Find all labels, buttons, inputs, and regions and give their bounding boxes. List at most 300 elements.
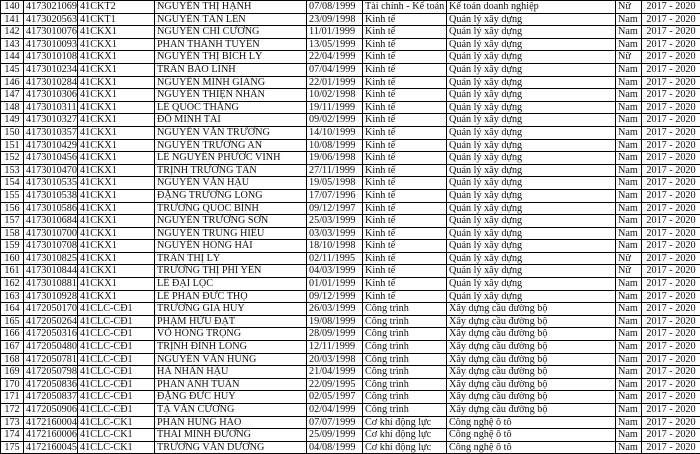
course-cell: 2017 - 2020 bbox=[642, 366, 700, 379]
faculty-cell: Công trình bbox=[363, 378, 447, 391]
student-id-cell: 4173010881 bbox=[24, 278, 78, 291]
full-name-cell: NGUYỄN TRƯỜNG SƠN bbox=[155, 215, 307, 228]
major-cell: Xây dựng cầu đường bộ bbox=[447, 341, 616, 354]
faculty-cell: Kinh tế bbox=[363, 252, 447, 265]
major-cell: Quản lý xây dựng bbox=[447, 63, 616, 76]
class-cell: 41CLC-CK1 bbox=[78, 416, 155, 429]
birth-date-cell: 12/11/1999 bbox=[307, 341, 363, 354]
birth-date-cell: 07/08/1999 bbox=[307, 1, 363, 14]
faculty-cell: Cơ khí động lực bbox=[363, 429, 447, 442]
student-id-cell: 4172050264 bbox=[24, 315, 78, 328]
table-row bbox=[1, 126, 700, 139]
student-id-cell: 4173010076 bbox=[24, 26, 78, 39]
table-row bbox=[1, 139, 700, 152]
stt-cell: 141 bbox=[1, 13, 24, 26]
gender-cell: Nam bbox=[616, 26, 642, 39]
class-cell: 41CKX1 bbox=[78, 278, 155, 291]
birth-date-cell: 20/03/1998 bbox=[307, 353, 363, 366]
course-cell: 2017 - 2020 bbox=[642, 429, 700, 442]
birth-date-cell: 09/12/1999 bbox=[307, 290, 363, 303]
major-cell: Quản lý xây dựng bbox=[447, 38, 616, 51]
faculty-cell: Kinh tế bbox=[363, 227, 447, 240]
table-row bbox=[1, 378, 700, 391]
stt-cell: 164 bbox=[1, 303, 24, 316]
stt-cell: 155 bbox=[1, 189, 24, 202]
gender-cell: Nam bbox=[616, 202, 642, 215]
class-cell: 41CLC-CĐ1 bbox=[78, 353, 155, 366]
birth-date-cell: 02/04/1999 bbox=[307, 404, 363, 417]
table-row bbox=[1, 177, 700, 190]
course-cell: 2017 - 2020 bbox=[642, 353, 700, 366]
table-row bbox=[1, 290, 700, 303]
faculty-cell: Kinh tế bbox=[363, 101, 447, 114]
table-row bbox=[1, 152, 700, 165]
birth-date-cell: 27/11/1999 bbox=[307, 164, 363, 177]
major-cell: Quản lý xây dựng bbox=[447, 227, 616, 240]
faculty-cell: Kinh tế bbox=[363, 265, 447, 278]
faculty-cell: Kinh tế bbox=[363, 215, 447, 228]
gender-cell: Nữ bbox=[616, 1, 642, 14]
birth-date-cell: 22/01/1999 bbox=[307, 76, 363, 89]
full-name-cell: NGUYỄN THỊ HẠNH bbox=[155, 1, 307, 14]
class-cell: 41CLC-CĐ1 bbox=[78, 391, 155, 404]
birth-date-cell: 01/01/1999 bbox=[307, 278, 363, 291]
stt-cell: 150 bbox=[1, 126, 24, 139]
table-row bbox=[1, 315, 700, 328]
course-cell: 2017 - 2020 bbox=[642, 202, 700, 215]
full-name-cell: PHAN HÙNG HẢO bbox=[155, 416, 307, 429]
gender-cell: Nam bbox=[616, 38, 642, 51]
student-id-cell: 4173010456 bbox=[24, 152, 78, 165]
birth-date-cell: 14/10/1999 bbox=[307, 126, 363, 139]
course-cell: 2017 - 2020 bbox=[642, 152, 700, 165]
gender-cell: Nam bbox=[616, 215, 642, 228]
stt-cell: 160 bbox=[1, 252, 24, 265]
major-cell: Quản lý xây dựng bbox=[447, 126, 616, 139]
student-id-cell: 4173010306 bbox=[24, 89, 78, 102]
student-id-cell: 4173010538 bbox=[24, 189, 78, 202]
gender-cell: Nam bbox=[616, 416, 642, 429]
major-cell: Xây dựng cầu đường bộ bbox=[447, 328, 616, 341]
faculty-cell: Tài chính - Kế toán bbox=[363, 1, 447, 14]
gender-cell: Nam bbox=[616, 101, 642, 114]
stt-cell: 170 bbox=[1, 378, 24, 391]
course-cell: 2017 - 2020 bbox=[642, 328, 700, 341]
student-id-cell: 4173010234 bbox=[24, 63, 78, 76]
stt-cell: 174 bbox=[1, 429, 24, 442]
birth-date-cell: 19/08/1999 bbox=[307, 315, 363, 328]
faculty-cell: Kinh tế bbox=[363, 202, 447, 215]
birth-date-cell: 04/03/1999 bbox=[307, 265, 363, 278]
gender-cell: Nữ bbox=[616, 265, 642, 278]
stt-cell: 175 bbox=[1, 441, 24, 454]
major-cell: Quản lý xây dựng bbox=[447, 240, 616, 253]
birth-date-cell: 25/09/1999 bbox=[307, 429, 363, 442]
course-cell: 2017 - 2020 bbox=[642, 76, 700, 89]
stt-cell: 159 bbox=[1, 240, 24, 253]
full-name-cell: TRƯƠNG VĂN DƯƠNG bbox=[155, 441, 307, 454]
table-row bbox=[1, 265, 700, 278]
faculty-cell: Công trình bbox=[363, 328, 447, 341]
faculty-cell: Công trình bbox=[363, 341, 447, 354]
student-id-cell: 4173010357 bbox=[24, 126, 78, 139]
full-name-cell: PHAN THÀNH TUYÊN bbox=[155, 38, 307, 51]
full-name-cell: LÊ NGUYỄN PHƯỚC VINH bbox=[155, 152, 307, 165]
course-cell: 2017 - 2020 bbox=[642, 89, 700, 102]
stt-cell: 144 bbox=[1, 51, 24, 64]
student-id-cell: 4173010844 bbox=[24, 265, 78, 278]
faculty-cell: Kinh tế bbox=[363, 51, 447, 64]
class-cell: 41CKX1 bbox=[78, 26, 155, 39]
birth-date-cell: 28/09/1999 bbox=[307, 328, 363, 341]
stt-cell: 156 bbox=[1, 202, 24, 215]
stt-cell: 148 bbox=[1, 101, 24, 114]
full-name-cell: ĐỖ MINH TÀI bbox=[155, 114, 307, 127]
course-cell: 2017 - 2020 bbox=[642, 227, 700, 240]
class-cell: 41CKX1 bbox=[78, 76, 155, 89]
major-cell: Quản lý xây dựng bbox=[447, 164, 616, 177]
table-row bbox=[1, 391, 700, 404]
gender-cell: Nam bbox=[616, 126, 642, 139]
class-cell: 41CLC-CĐ1 bbox=[78, 366, 155, 379]
course-cell: 2017 - 2020 bbox=[642, 1, 700, 14]
course-cell: 2017 - 2020 bbox=[642, 38, 700, 51]
stt-cell: 161 bbox=[1, 265, 24, 278]
student-id-cell: 4172050170 bbox=[24, 303, 78, 316]
faculty-cell: Kinh tế bbox=[363, 164, 447, 177]
full-name-cell: TRỊNH TRƯỜNG TÂN bbox=[155, 164, 307, 177]
table-row bbox=[1, 26, 700, 39]
stt-cell: 154 bbox=[1, 177, 24, 190]
major-cell: Quản lý xây dựng bbox=[447, 114, 616, 127]
gender-cell: Nam bbox=[616, 366, 642, 379]
major-cell: Quản lý xây dựng bbox=[447, 13, 616, 26]
major-cell: Quản lý xây dựng bbox=[447, 152, 616, 165]
stt-cell: 163 bbox=[1, 290, 24, 303]
birth-date-cell: 07/04/1999 bbox=[307, 63, 363, 76]
table-row bbox=[1, 341, 700, 354]
faculty-cell: Kinh tế bbox=[363, 114, 447, 127]
full-name-cell: NGUYỄN TẤN LÊN bbox=[155, 13, 307, 26]
table-row bbox=[1, 429, 700, 442]
student-id-cell: 4173010700 bbox=[24, 227, 78, 240]
major-cell: Quản lý xây dựng bbox=[447, 76, 616, 89]
full-name-cell: TRẦN THỊ LÝ bbox=[155, 252, 307, 265]
major-cell: Xây dựng cầu đường bộ bbox=[447, 353, 616, 366]
student-id-cell: 4172050837 bbox=[24, 391, 78, 404]
table-row bbox=[1, 416, 700, 429]
student-id-cell: 4173010684 bbox=[24, 215, 78, 228]
full-name-cell: LÊ ĐẠI LỘC bbox=[155, 278, 307, 291]
gender-cell: Nam bbox=[616, 114, 642, 127]
birth-date-cell: 22/04/1999 bbox=[307, 51, 363, 64]
table-row bbox=[1, 89, 700, 102]
gender-cell: Nam bbox=[616, 328, 642, 341]
faculty-cell: Kinh tế bbox=[363, 26, 447, 39]
major-cell: Quản lý xây dựng bbox=[447, 101, 616, 114]
birth-date-cell: 11/01/1999 bbox=[307, 26, 363, 39]
table-row bbox=[1, 252, 700, 265]
stt-cell: 157 bbox=[1, 215, 24, 228]
faculty-cell: Kinh tế bbox=[363, 63, 447, 76]
stt-cell: 172 bbox=[1, 404, 24, 417]
gender-cell: Nam bbox=[616, 152, 642, 165]
birth-date-cell: 19/05/1998 bbox=[307, 177, 363, 190]
major-cell: Quản lý xây dựng bbox=[447, 189, 616, 202]
class-cell: 41CKX1 bbox=[78, 164, 155, 177]
table-row bbox=[1, 303, 700, 316]
table-row bbox=[1, 353, 700, 366]
student-id-cell: 4173010284 bbox=[24, 76, 78, 89]
class-cell: 41CKX1 bbox=[78, 51, 155, 64]
course-cell: 2017 - 2020 bbox=[642, 252, 700, 265]
birth-date-cell: 17/07/1996 bbox=[307, 189, 363, 202]
class-cell: 41CKX1 bbox=[78, 38, 155, 51]
major-cell: Xây dựng cầu đường bộ bbox=[447, 378, 616, 391]
course-cell: 2017 - 2020 bbox=[642, 315, 700, 328]
faculty-cell: Công trình bbox=[363, 353, 447, 366]
full-name-cell: HÀ NHÂN HẬU bbox=[155, 366, 307, 379]
birth-date-cell: 26/03/1999 bbox=[307, 303, 363, 316]
course-cell: 2017 - 2020 bbox=[642, 26, 700, 39]
course-cell: 2017 - 2020 bbox=[642, 13, 700, 26]
birth-date-cell: 09/12/1997 bbox=[307, 202, 363, 215]
table-row bbox=[1, 202, 700, 215]
class-cell: 41CKX1 bbox=[78, 240, 155, 253]
birth-date-cell: 19/11/1999 bbox=[307, 101, 363, 114]
student-id-cell: 4172050798 bbox=[24, 366, 78, 379]
stt-cell: 153 bbox=[1, 164, 24, 177]
student-id-cell: 4172050480 bbox=[24, 341, 78, 354]
class-cell: 41CKX1 bbox=[78, 63, 155, 76]
gender-cell: Nam bbox=[616, 391, 642, 404]
major-cell: Quản lý xây dựng bbox=[447, 89, 616, 102]
student-id-cell: 4173010108 bbox=[24, 51, 78, 64]
gender-cell: Nam bbox=[616, 404, 642, 417]
stt-cell: 169 bbox=[1, 366, 24, 379]
full-name-cell: NGUYỄN VĂN HẬU bbox=[155, 177, 307, 190]
birth-date-cell: 13/05/1999 bbox=[307, 38, 363, 51]
major-cell: Xây dựng cầu đường bộ bbox=[447, 366, 616, 379]
stt-cell: 158 bbox=[1, 227, 24, 240]
full-name-cell: THÁI MINH ĐƯỜNG bbox=[155, 429, 307, 442]
birth-date-cell: 18/10/1998 bbox=[307, 240, 363, 253]
full-name-cell: NGUYỄN CHÍ CƯỜNG bbox=[155, 26, 307, 39]
full-name-cell: TRỊNH ĐÌNH LONG bbox=[155, 341, 307, 354]
class-cell: 41CKT1 bbox=[78, 13, 155, 26]
stt-cell: 165 bbox=[1, 315, 24, 328]
gender-cell: Nam bbox=[616, 378, 642, 391]
stt-cell: 166 bbox=[1, 328, 24, 341]
major-cell: Công nghệ ô tô bbox=[447, 441, 616, 454]
table-row bbox=[1, 278, 700, 291]
full-name-cell: ĐẶNG ĐỨC HUY bbox=[155, 391, 307, 404]
student-id-cell: 4173020563 bbox=[24, 13, 78, 26]
course-cell: 2017 - 2020 bbox=[642, 101, 700, 114]
course-cell: 2017 - 2020 bbox=[642, 189, 700, 202]
table-row bbox=[1, 51, 700, 64]
gender-cell: Nam bbox=[616, 290, 642, 303]
table-row bbox=[1, 38, 700, 51]
student-id-cell: 4173010093 bbox=[24, 38, 78, 51]
student-id-cell: 4173010470 bbox=[24, 164, 78, 177]
full-name-cell: TRẦN BẢO LINH bbox=[155, 63, 307, 76]
faculty-cell: Công trình bbox=[363, 315, 447, 328]
table-row bbox=[1, 189, 700, 202]
class-cell: 41CLC-CĐ1 bbox=[78, 328, 155, 341]
full-name-cell: NGUYỄN TRƯỜNG AN bbox=[155, 139, 307, 152]
major-cell: Quản lý xây dựng bbox=[447, 26, 616, 39]
gender-cell: Nam bbox=[616, 441, 642, 454]
major-cell: Xây dựng cầu đường bộ bbox=[447, 303, 616, 316]
faculty-cell: Kinh tế bbox=[363, 139, 447, 152]
birth-date-cell: 19/06/1998 bbox=[307, 152, 363, 165]
full-name-cell: TRƯƠNG GIA HUY bbox=[155, 303, 307, 316]
class-cell: 41CKX1 bbox=[78, 89, 155, 102]
student-id-cell: 4173010311 bbox=[24, 101, 78, 114]
class-cell: 41CLC-CĐ1 bbox=[78, 303, 155, 316]
gender-cell: Nữ bbox=[616, 252, 642, 265]
full-name-cell: NGUYỄN TRUNG HIẾU bbox=[155, 227, 307, 240]
stt-cell: 171 bbox=[1, 391, 24, 404]
gender-cell: Nam bbox=[616, 315, 642, 328]
class-cell: 41CKX1 bbox=[78, 290, 155, 303]
stt-cell: 146 bbox=[1, 76, 24, 89]
course-cell: 2017 - 2020 bbox=[642, 391, 700, 404]
course-cell: 2017 - 2020 bbox=[642, 303, 700, 316]
class-cell: 41CKX1 bbox=[78, 177, 155, 190]
student-id-cell: 4173010586 bbox=[24, 202, 78, 215]
full-name-cell: NGUYỄN THIỆN NHÂN bbox=[155, 89, 307, 102]
major-cell: Quản lý xây dựng bbox=[447, 252, 616, 265]
birth-date-cell: 04/08/1999 bbox=[307, 441, 363, 454]
full-name-cell: VÕ HỒNG TRỌNG bbox=[155, 328, 307, 341]
birth-date-cell: 02/05/1997 bbox=[307, 391, 363, 404]
class-cell: 41CKX1 bbox=[78, 202, 155, 215]
gender-cell: Nam bbox=[616, 429, 642, 442]
gender-cell: Nam bbox=[616, 189, 642, 202]
full-name-cell: NGUYỄN MINH GIANG bbox=[155, 76, 307, 89]
course-cell: 2017 - 2020 bbox=[642, 114, 700, 127]
stt-cell: 168 bbox=[1, 353, 24, 366]
stt-cell: 142 bbox=[1, 26, 24, 39]
faculty-cell: Cơ khí động lực bbox=[363, 441, 447, 454]
full-name-cell: PHAN ANH TUẤN bbox=[155, 378, 307, 391]
student-id-cell: 4173010825 bbox=[24, 252, 78, 265]
class-cell: 41CKX1 bbox=[78, 189, 155, 202]
gender-cell: Nam bbox=[616, 63, 642, 76]
table-row bbox=[1, 227, 700, 240]
stt-cell: 140 bbox=[1, 1, 24, 14]
table-row bbox=[1, 63, 700, 76]
stt-cell: 152 bbox=[1, 152, 24, 165]
course-cell: 2017 - 2020 bbox=[642, 378, 700, 391]
faculty-cell: Kinh tế bbox=[363, 177, 447, 190]
course-cell: 2017 - 2020 bbox=[642, 63, 700, 76]
student-id-cell: 4172050781 bbox=[24, 353, 78, 366]
faculty-cell: Kinh tế bbox=[363, 189, 447, 202]
table-row bbox=[1, 101, 700, 114]
major-cell: Quản lý xây dựng bbox=[447, 215, 616, 228]
full-name-cell: NGUYỄN VĂN TRƯỜNG bbox=[155, 126, 307, 139]
gender-cell: Nam bbox=[616, 139, 642, 152]
gender-cell: Nam bbox=[616, 278, 642, 291]
course-cell: 2017 - 2020 bbox=[642, 416, 700, 429]
student-id-cell: 4173010535 bbox=[24, 177, 78, 190]
course-cell: 2017 - 2020 bbox=[642, 177, 700, 190]
birth-date-cell: 25/03/1999 bbox=[307, 215, 363, 228]
gender-cell: Nam bbox=[616, 227, 642, 240]
student-id-cell: 4172160045 bbox=[24, 441, 78, 454]
faculty-cell: Kinh tế bbox=[363, 126, 447, 139]
table-row bbox=[1, 1, 700, 14]
major-cell: Xây dựng cầu đường bộ bbox=[447, 404, 616, 417]
course-cell: 2017 - 2020 bbox=[642, 441, 700, 454]
birth-date-cell: 10/02/1998 bbox=[307, 89, 363, 102]
stt-cell: 167 bbox=[1, 341, 24, 354]
stt-cell: 173 bbox=[1, 416, 24, 429]
stt-cell: 145 bbox=[1, 63, 24, 76]
major-cell: Quản lý xây dựng bbox=[447, 278, 616, 291]
student-id-cell: 4172050906 bbox=[24, 404, 78, 417]
major-cell: Xây dựng cầu đường bộ bbox=[447, 391, 616, 404]
faculty-cell: Kinh tế bbox=[363, 76, 447, 89]
class-cell: 41CLC-CĐ1 bbox=[78, 378, 155, 391]
stt-cell: 162 bbox=[1, 278, 24, 291]
faculty-cell: Kinh tế bbox=[363, 278, 447, 291]
birth-date-cell: 22/09/1995 bbox=[307, 378, 363, 391]
birth-date-cell: 10/08/1999 bbox=[307, 139, 363, 152]
class-cell: 41CLC-CĐ1 bbox=[78, 341, 155, 354]
birth-date-cell: 21/04/1999 bbox=[307, 366, 363, 379]
full-name-cell: NGUYỄN VĂN HÙNG bbox=[155, 353, 307, 366]
full-name-cell: TRƯƠNG THỊ PHI YẾN bbox=[155, 265, 307, 278]
class-cell: 41CKX1 bbox=[78, 152, 155, 165]
major-cell: Xây dựng cầu đường bộ bbox=[447, 315, 616, 328]
full-name-cell: TẠ VĂN CƯỜNG bbox=[155, 404, 307, 417]
course-cell: 2017 - 2020 bbox=[642, 51, 700, 64]
student-id-cell: 4173010708 bbox=[24, 240, 78, 253]
gender-cell: Nam bbox=[616, 177, 642, 190]
full-name-cell: PHẠM HỮU ĐẠT bbox=[155, 315, 307, 328]
faculty-cell: Kinh tế bbox=[363, 38, 447, 51]
course-cell: 2017 - 2020 bbox=[642, 404, 700, 417]
course-cell: 2017 - 2020 bbox=[642, 341, 700, 354]
major-cell: Quản lý xây dựng bbox=[447, 290, 616, 303]
table-row bbox=[1, 240, 700, 253]
roster-body bbox=[1, 1, 700, 454]
birth-date-cell: 03/03/1999 bbox=[307, 227, 363, 240]
course-cell: 2017 - 2020 bbox=[642, 139, 700, 152]
course-cell: 2017 - 2020 bbox=[642, 164, 700, 177]
student-id-cell: 4172050836 bbox=[24, 378, 78, 391]
student-id-cell: 4172050316 bbox=[24, 328, 78, 341]
full-name-cell: NGUYỄN HỒNG HẢI bbox=[155, 240, 307, 253]
faculty-cell: Kinh tế bbox=[363, 290, 447, 303]
course-cell: 2017 - 2020 bbox=[642, 278, 700, 291]
gender-cell: Nam bbox=[616, 164, 642, 177]
major-cell: Kế toán doanh nghiệp bbox=[447, 1, 616, 14]
class-cell: 41CKT2 bbox=[78, 1, 155, 14]
student-id-cell: 4173021069 bbox=[24, 1, 78, 14]
class-cell: 41CKX1 bbox=[78, 252, 155, 265]
faculty-cell: Kinh tế bbox=[363, 13, 447, 26]
course-cell: 2017 - 2020 bbox=[642, 240, 700, 253]
class-cell: 41CLC-CĐ1 bbox=[78, 315, 155, 328]
course-cell: 2017 - 2020 bbox=[642, 265, 700, 278]
stt-cell: 143 bbox=[1, 38, 24, 51]
faculty-cell: Kinh tế bbox=[363, 240, 447, 253]
